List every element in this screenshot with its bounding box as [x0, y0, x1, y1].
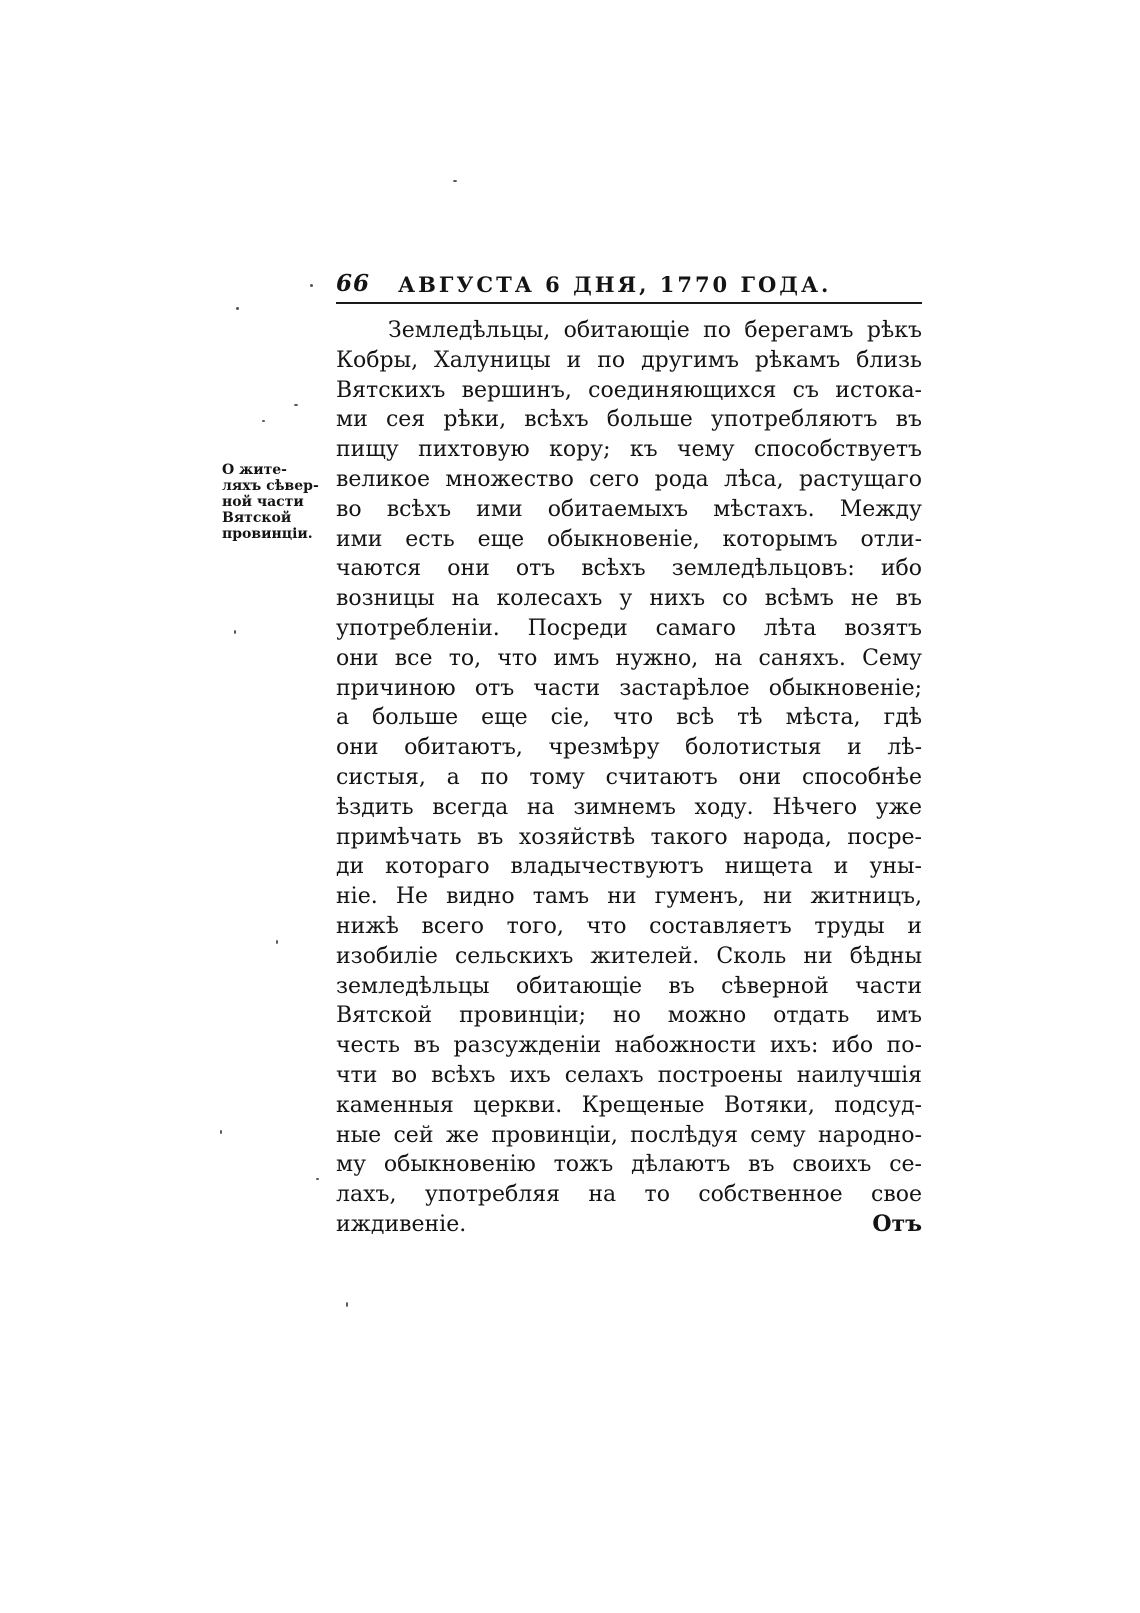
margin-note-line: Вятской [222, 510, 292, 526]
body-text [336, 316, 922, 1240]
text-line: лахъ, употребляя на то собственное свое [336, 1182, 922, 1208]
text-line: чти во всѣхъ ихъ селахъ построены наилучшія [336, 1062, 922, 1088]
text-line: Вятскихъ вершинъ, соединяющихся съ истока- [336, 377, 922, 403]
ink-speck [234, 630, 236, 634]
text-line: возницы на колесахъ у нихъ со всѣмъ не въ [336, 586, 922, 612]
last-line-wrap [336, 1210, 922, 1240]
page-header [336, 268, 922, 304]
text-line: они обитаютъ, чрезмѣру болотистыя и лѣ- [336, 735, 922, 761]
text-line: ніе. Не видно тамъ ни гуменъ, ни житницъ, [336, 884, 922, 910]
margin-note-line: провинціи. [222, 526, 313, 542]
ink-speck [453, 180, 457, 182]
margin-note-line: О жите- [222, 462, 287, 478]
text-line: нижѣ всего того, что составляетъ труды и [336, 913, 922, 939]
ink-speck [220, 1130, 222, 1134]
page-number: 66 [336, 270, 371, 297]
text-line: пищу пихтовую кору; къ чему способствуетъ [336, 437, 922, 463]
text-line: Кобры, Халуницы и по другимъ рѣкамъ близь [336, 347, 922, 373]
text-line: му обыкновенію тожъ дѣлаютъ въ своихъ се- [336, 1152, 922, 1178]
text-line: ими есть еще обыкновеніе, которымъ отли- [336, 526, 922, 552]
text-line: чаются они отъ всѣхъ земледѣльцовъ: ибо [336, 556, 922, 582]
text-line: изобиліе сельскихъ жителей. Сколь ни бѣдны [336, 943, 922, 969]
text-line: Вятской провинціи; но можно отдать имъ [336, 1003, 922, 1029]
text-line: каменныя церкви. Крещеные Вотяки, подсуд- [336, 1092, 922, 1118]
text-line: систыя, а по тому считаютъ они способнѣе [336, 764, 922, 790]
text-line: ми сея рѣки, всѣхъ больше употребляютъ въ [336, 407, 922, 433]
text-line: Земледѣльцы, обитающіе по берегамъ рѣкъ [388, 318, 922, 343]
ink-speck [316, 1178, 319, 1180]
margin-note-line: ной части [222, 494, 304, 510]
ink-speck [346, 1302, 348, 1307]
text-line: причиною отъ части застарѣлое обыкновеніе; [336, 675, 922, 701]
text-line: ди котораго владычествуютъ нищета и уны- [336, 854, 922, 880]
text-line: они все то, что имъ нужно, на саняхъ. Сему [336, 645, 922, 671]
text-line-last: иждивеніе. [336, 1211, 467, 1237]
text-line: во всѣхъ ими обитаемыхъ мѣстахъ. Между [336, 496, 922, 522]
ink-speck [236, 307, 239, 310]
text-line: примѣчать въ хозяйствѣ такого народа, посре- [336, 824, 922, 850]
running-head: АВГУСТА 6 ДНЯ, 1770 ГОДА. [398, 272, 832, 297]
ink-speck [276, 940, 278, 944]
text-line: а больше еще сіе, что всѣ тѣ мѣста, гдѣ [336, 705, 922, 731]
ink-speck [294, 404, 298, 406]
catchword: Отъ [872, 1210, 922, 1237]
text-line: ѣздить всегда на зимнемъ ходу. Нѣчего уже [336, 794, 922, 820]
ink-speck [310, 284, 313, 287]
margin-note-line: ляхъ сѣвер- [222, 478, 319, 494]
text-line: употребленіи. Посреди самаго лѣта возятъ [336, 615, 922, 641]
text-line: земледѣльцы обитающіе въ сѣверной части [336, 973, 922, 999]
text-line: честь въ разсужденіи набожности ихъ: ибо по- [336, 1033, 922, 1059]
margin-note [222, 462, 332, 542]
text-line: великое множество сего рода лѣса, растущаго [336, 466, 922, 492]
text-line: ные сей же провинціи, послѣдуя сему народно- [336, 1122, 922, 1148]
ink-speck [262, 420, 265, 422]
